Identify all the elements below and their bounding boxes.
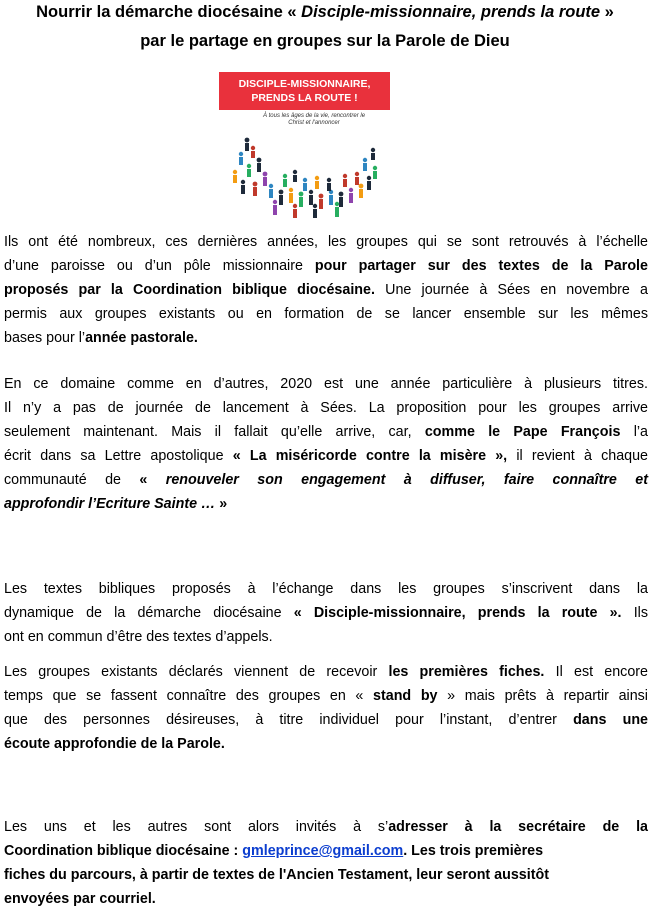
email-link[interactable]: gmleprince@gmail.com xyxy=(242,843,404,859)
p2-line-6 xyxy=(4,492,648,516)
title-part-3: » xyxy=(600,3,614,21)
p2-text-4: il revient à chaque xyxy=(507,448,649,464)
poster-line-2: PRENDS LA ROUTE ! xyxy=(251,92,358,104)
p4-text: Les groupes existants déclarés viennent de recevoir xyxy=(4,664,389,680)
p2-line-4 xyxy=(4,444,648,468)
p5-line-4: envoyées par courriel. xyxy=(4,891,156,907)
p4-text-2: Il est encore xyxy=(544,664,648,680)
p5-text: Les uns et les autres sont alors invités à s’ xyxy=(4,819,389,835)
paragraph-1 xyxy=(4,230,648,350)
p5-bold-text-2: Coordination biblique diocésaine : xyxy=(4,843,243,859)
p4-line-2 xyxy=(4,684,648,708)
p5-bold-text-3: . Les trois premières xyxy=(403,843,544,859)
poster-subtitle: À tous les âges de la vie, rencontrer le Christ et l'annoncer xyxy=(262,113,366,126)
p4-bold-text-2: stand by xyxy=(373,688,438,704)
paragraph-3 xyxy=(4,577,648,649)
p1-line-3 xyxy=(4,278,648,302)
p3-line-2 xyxy=(4,601,648,625)
p4-line-1 xyxy=(4,660,648,684)
p4-bold-text: les premières fiches. xyxy=(388,664,545,680)
p1-text-2: Une journée à Sées en novembre a xyxy=(374,282,649,298)
p4-bold-text-3: dans une xyxy=(573,712,648,728)
p3-text-2: Ils xyxy=(621,605,648,621)
p2-text-2: l’a xyxy=(620,424,648,440)
p5-line-2 xyxy=(4,839,648,863)
p1-bold-text-2: proposés par la Coordination biblique diocésaine. xyxy=(4,282,375,298)
p2-line-2: Il n’y a pas de journée de lancement à Sées. La proposition pour les groupes arrive xyxy=(4,400,648,416)
p3-line-3: ont en commun d’être des textes d’appels. xyxy=(4,629,273,645)
p1-bold-text: pour partager sur des textes de la Parole xyxy=(314,258,648,274)
paragraph-2 xyxy=(4,372,648,516)
p1-line-5 xyxy=(4,326,648,350)
p2-bold-text-2: « La miséricorde contre la misère », xyxy=(232,448,508,464)
p2-bold-text-4: » xyxy=(219,496,228,512)
p4-text-3: temps que se fassent connaître des groupes en « xyxy=(4,688,374,704)
p2-text-5: communauté de xyxy=(4,472,140,488)
p2-text-3: écrit dans sa Lettre apostolique xyxy=(4,448,233,464)
paragraph-5 xyxy=(4,815,648,911)
p2-line-1: En ce domaine comme en d’autres, 2020 est une année particulière à plusieurs titres. xyxy=(4,376,648,392)
p4-line-4: écoute approfondie de la Parole. xyxy=(4,736,225,752)
p1-bold-text-3: année pastorale. xyxy=(85,330,198,346)
p1-text-3: bases pour l’ xyxy=(4,330,86,346)
p1-text: d’une paroisse ou d’un pôle missionnaire xyxy=(4,258,315,274)
p4-text-5: que des personnes désireuses, à titre individuel pour l’instant, d’entrer xyxy=(4,712,574,728)
paragraph-4 xyxy=(4,660,648,756)
poster-banner xyxy=(219,72,390,110)
p3-line-1: Les textes bibliques proposés à l’échange dans les groupes s’inscrivent dans la xyxy=(4,581,648,597)
page-subtitle: par le partage en groupes sur la Parole de Dieu xyxy=(140,32,510,50)
p2-line-3 xyxy=(4,420,648,444)
p1-line-2 xyxy=(4,254,648,278)
p3-text: dynamique de la démarche diocésaine xyxy=(4,605,294,621)
p3-bold-text: « Disciple-missionnaire, prends la route ». xyxy=(293,605,622,621)
p1-line-1: Ils ont été nombreux, ces dernières années, les groupes qui se sont retrouvés à l’échelle xyxy=(4,234,648,250)
p5-line-3: fiches du parcours, à partir de textes de l'Ancien Testament, leur seront aussitôt xyxy=(4,867,549,883)
p2-line-5 xyxy=(4,468,648,492)
p5-bold-text: adresser à la secrétaire de la xyxy=(388,819,648,835)
poster-line-1: DISCIPLE-MISSIONNAIRE, xyxy=(238,78,371,90)
p2-text: seulement maintenant. Mais il fallait qu’elle arrive, car, xyxy=(4,424,425,440)
poster-image xyxy=(219,72,390,218)
p2-bold-italic-text-2: approfondir l’Ecriture Sainte … xyxy=(4,496,220,512)
p1-line-4: permis aux groupes existants ou en formation de se lancer ensemble sur les mêmes xyxy=(4,306,648,322)
page-title xyxy=(0,2,650,22)
p4-text-4: » mais prêts à repartir ainsi xyxy=(437,688,648,704)
title-part-1: Nourrir la démarche diocésaine « xyxy=(36,3,302,21)
p2-bold-text: comme le Pape François xyxy=(424,424,621,440)
title-part-italic: Disciple-missionnaire, prends la route xyxy=(301,3,601,21)
p2-bold-italic-text: renouveler son engagement à diffuser, faire connaître et xyxy=(165,472,648,488)
p2-bold-text-3: « xyxy=(139,472,166,488)
p4-line-3 xyxy=(4,708,648,732)
p5-line-1 xyxy=(4,815,648,839)
